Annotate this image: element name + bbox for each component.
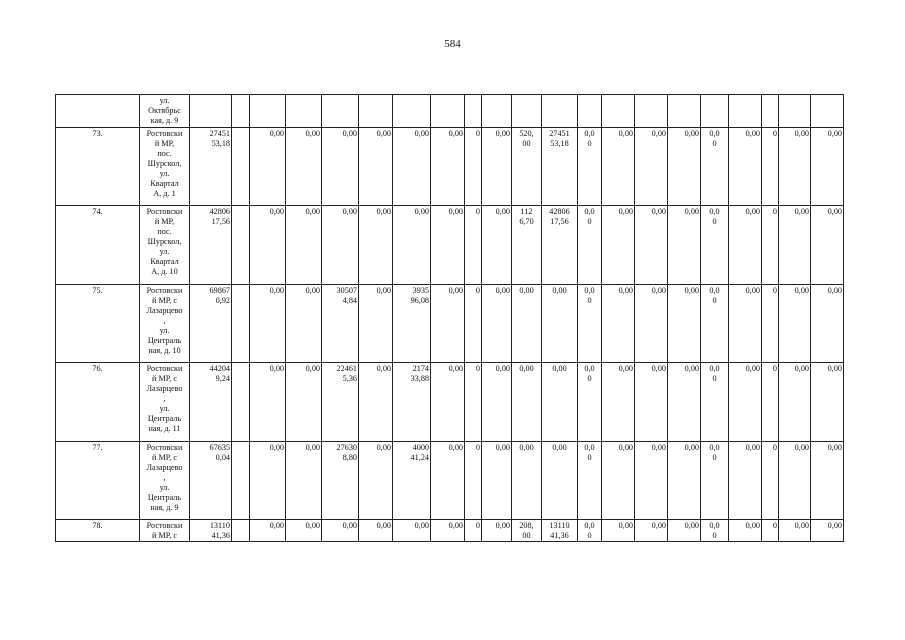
value-cell: 0,0 0: [578, 520, 602, 542]
value-cell: 0,00: [668, 442, 701, 520]
value-cell: 0,00: [635, 285, 668, 363]
value-cell: 27451 53,18: [190, 128, 232, 206]
value-cell: 0,00: [359, 128, 393, 206]
value-cell: 0,00: [512, 363, 542, 442]
value-cell: [668, 95, 701, 128]
value-cell: 0,0 0: [701, 363, 729, 442]
value-cell: 0,0 0: [701, 442, 729, 520]
value-cell: 67635 0,04: [190, 442, 232, 520]
value-cell: 0,0 0: [701, 128, 729, 206]
value-cell: 0,00: [668, 285, 701, 363]
value-cell: [250, 95, 286, 128]
value-cell: 0,00: [729, 363, 762, 442]
value-cell: 0,0 0: [578, 128, 602, 206]
data-table: [55, 94, 844, 542]
value-cell: 0,00: [482, 363, 512, 442]
value-cell: 0,00: [779, 520, 811, 542]
value-cell: 0: [465, 363, 482, 442]
value-cell: 0: [465, 520, 482, 542]
value-cell: 0,00: [286, 128, 322, 206]
value-cell: 520, 00: [512, 128, 542, 206]
value-cell: [779, 95, 811, 128]
value-cell: 0,00: [779, 128, 811, 206]
value-cell: 0,00: [602, 285, 635, 363]
value-cell: 0,00: [393, 206, 431, 285]
value-cell: 0,00: [811, 285, 844, 363]
value-cell: 13110 41,36: [190, 520, 232, 542]
value-cell: 0,00: [512, 442, 542, 520]
address-cell: ул. Октябрьс кая, д. 9: [140, 95, 190, 128]
value-cell: 30507 4,84: [322, 285, 359, 363]
value-cell: [635, 95, 668, 128]
value-cell: 0,00: [359, 285, 393, 363]
value-cell: 0,00: [602, 442, 635, 520]
value-cell: 0,00: [431, 285, 465, 363]
value-cell: 0,00: [602, 206, 635, 285]
row-number-cell: 74.: [56, 206, 140, 285]
value-cell: [512, 95, 542, 128]
value-cell: 0: [465, 442, 482, 520]
value-cell: 0,00: [542, 442, 578, 520]
address-cell: Ростовски й МР, с Лазарцево , ул. Централь ная, д. 9: [140, 442, 190, 520]
value-cell: 0,00: [811, 442, 844, 520]
value-cell: [431, 95, 465, 128]
value-cell: [322, 95, 359, 128]
value-cell: 0,0 0: [578, 363, 602, 442]
value-cell: 0,0 0: [578, 285, 602, 363]
value-cell: [232, 363, 250, 442]
value-cell: 0,00: [431, 520, 465, 542]
value-cell: 0,00: [668, 363, 701, 442]
table-row: [56, 285, 844, 363]
value-cell: 0,00: [359, 442, 393, 520]
value-cell: 13110 41,36: [542, 520, 578, 542]
value-cell: 0,00: [729, 206, 762, 285]
value-cell: 0,00: [668, 520, 701, 542]
value-cell: 0: [762, 363, 779, 442]
value-cell: 3935 96,08: [393, 285, 431, 363]
value-cell: 0,00: [286, 206, 322, 285]
value-cell: 0,00: [286, 520, 322, 542]
value-cell: [232, 95, 250, 128]
value-cell: 0,00: [668, 206, 701, 285]
value-cell: 0,00: [431, 206, 465, 285]
value-cell: [602, 95, 635, 128]
value-cell: 0,00: [729, 285, 762, 363]
value-cell: 0,00: [779, 363, 811, 442]
value-cell: [286, 95, 322, 128]
address-cell: Ростовски й МР, пос. Шурскол, ул. Квартал А, д. 1: [140, 128, 190, 206]
value-cell: 42806 17,56: [542, 206, 578, 285]
address-cell: Ростовски й МР, с: [140, 520, 190, 542]
row-number-cell: [56, 95, 140, 128]
value-cell: 0,00: [811, 363, 844, 442]
value-cell: 0,00: [635, 128, 668, 206]
value-cell: 0,0 0: [578, 206, 602, 285]
value-cell: 0: [762, 285, 779, 363]
value-cell: 0,00: [393, 128, 431, 206]
table-row: [56, 520, 844, 542]
value-cell: [393, 95, 431, 128]
value-cell: 2174 33,88: [393, 363, 431, 442]
value-cell: 0,00: [811, 520, 844, 542]
value-cell: [465, 95, 482, 128]
value-cell: 0,00: [602, 128, 635, 206]
value-cell: 0,00: [250, 442, 286, 520]
value-cell: [190, 95, 232, 128]
value-cell: 0,00: [431, 363, 465, 442]
value-cell: 0,00: [250, 206, 286, 285]
value-cell: 0,00: [431, 442, 465, 520]
value-cell: 0,00: [482, 206, 512, 285]
value-cell: 0,00: [286, 363, 322, 442]
value-cell: 0,00: [250, 363, 286, 442]
value-cell: [359, 95, 393, 128]
value-cell: 44204 9,24: [190, 363, 232, 442]
table-row: [56, 206, 844, 285]
value-cell: 0,00: [811, 206, 844, 285]
value-cell: 22461 5,36: [322, 363, 359, 442]
value-cell: 27451 53,18: [542, 128, 578, 206]
value-cell: 0,00: [635, 520, 668, 542]
value-cell: 0,00: [250, 285, 286, 363]
value-cell: 0: [762, 128, 779, 206]
value-cell: 0,00: [635, 363, 668, 442]
table-row: [56, 95, 844, 128]
value-cell: 0,0 0: [701, 520, 729, 542]
value-cell: 0: [762, 442, 779, 520]
value-cell: 0,00: [286, 442, 322, 520]
row-number-cell: 76.: [56, 363, 140, 442]
value-cell: 0: [762, 520, 779, 542]
value-cell: 0,0 0: [578, 442, 602, 520]
value-cell: 4000 41,24: [393, 442, 431, 520]
value-cell: 0,00: [482, 442, 512, 520]
value-cell: 112 6,70: [512, 206, 542, 285]
value-cell: [811, 95, 844, 128]
value-cell: 0,00: [322, 206, 359, 285]
row-number-cell: 75.: [56, 285, 140, 363]
value-cell: [232, 520, 250, 542]
value-cell: 0,00: [482, 520, 512, 542]
value-cell: 0,00: [602, 520, 635, 542]
address-cell: Ростовски й МР, пос. Шурскол, ул. Квартал А, д. 10: [140, 206, 190, 285]
value-cell: 208, 00: [512, 520, 542, 542]
value-cell: 0,00: [635, 442, 668, 520]
value-cell: 27630 8,80: [322, 442, 359, 520]
value-cell: 0,00: [779, 206, 811, 285]
value-cell: 0,00: [322, 520, 359, 542]
value-cell: 0,00: [359, 520, 393, 542]
address-cell: Ростовски й МР, с Лазарцево , ул. Централь ная, д. 10: [140, 285, 190, 363]
value-cell: 0,0 0: [701, 285, 729, 363]
value-cell: 0,00: [482, 128, 512, 206]
value-cell: [729, 95, 762, 128]
value-cell: [232, 442, 250, 520]
value-cell: 0,00: [542, 285, 578, 363]
value-cell: 0,00: [250, 128, 286, 206]
table-row: [56, 128, 844, 206]
value-cell: 0,0 0: [701, 206, 729, 285]
value-cell: 0,00: [393, 520, 431, 542]
value-cell: [232, 128, 250, 206]
value-cell: 0,00: [431, 128, 465, 206]
value-cell: 0,00: [811, 128, 844, 206]
value-cell: 0,00: [668, 128, 701, 206]
value-cell: 0,00: [286, 285, 322, 363]
value-cell: 0,00: [729, 520, 762, 542]
table-row: [56, 363, 844, 442]
value-cell: 69867 0,92: [190, 285, 232, 363]
value-cell: [542, 95, 578, 128]
row-number-cell: 73.: [56, 128, 140, 206]
value-cell: 0,00: [359, 206, 393, 285]
table-row: [56, 442, 844, 520]
row-number-cell: 77.: [56, 442, 140, 520]
value-cell: 0: [762, 206, 779, 285]
address-cell: Ростовски й МР, с Лазарцево , ул. Централь ная, д. 11: [140, 363, 190, 442]
value-cell: 0,00: [359, 363, 393, 442]
value-cell: [578, 95, 602, 128]
value-cell: 0,00: [779, 442, 811, 520]
value-cell: [232, 285, 250, 363]
value-cell: 0: [465, 285, 482, 363]
value-cell: [701, 95, 729, 128]
value-cell: 0,00: [602, 363, 635, 442]
value-cell: [762, 95, 779, 128]
value-cell: 0,00: [635, 206, 668, 285]
value-cell: [232, 206, 250, 285]
value-cell: 0: [465, 128, 482, 206]
value-cell: 0,00: [779, 285, 811, 363]
page-number: 584: [444, 38, 461, 50]
value-cell: 0,00: [250, 520, 286, 542]
value-cell: 0,00: [542, 363, 578, 442]
value-cell: 42806 17,56: [190, 206, 232, 285]
value-cell: 0,00: [729, 442, 762, 520]
value-cell: 0,00: [322, 128, 359, 206]
value-cell: [482, 95, 512, 128]
row-number-cell: 78.: [56, 520, 140, 542]
value-cell: 0,00: [482, 285, 512, 363]
value-cell: 0,00: [512, 285, 542, 363]
value-cell: 0,00: [729, 128, 762, 206]
value-cell: 0: [465, 206, 482, 285]
